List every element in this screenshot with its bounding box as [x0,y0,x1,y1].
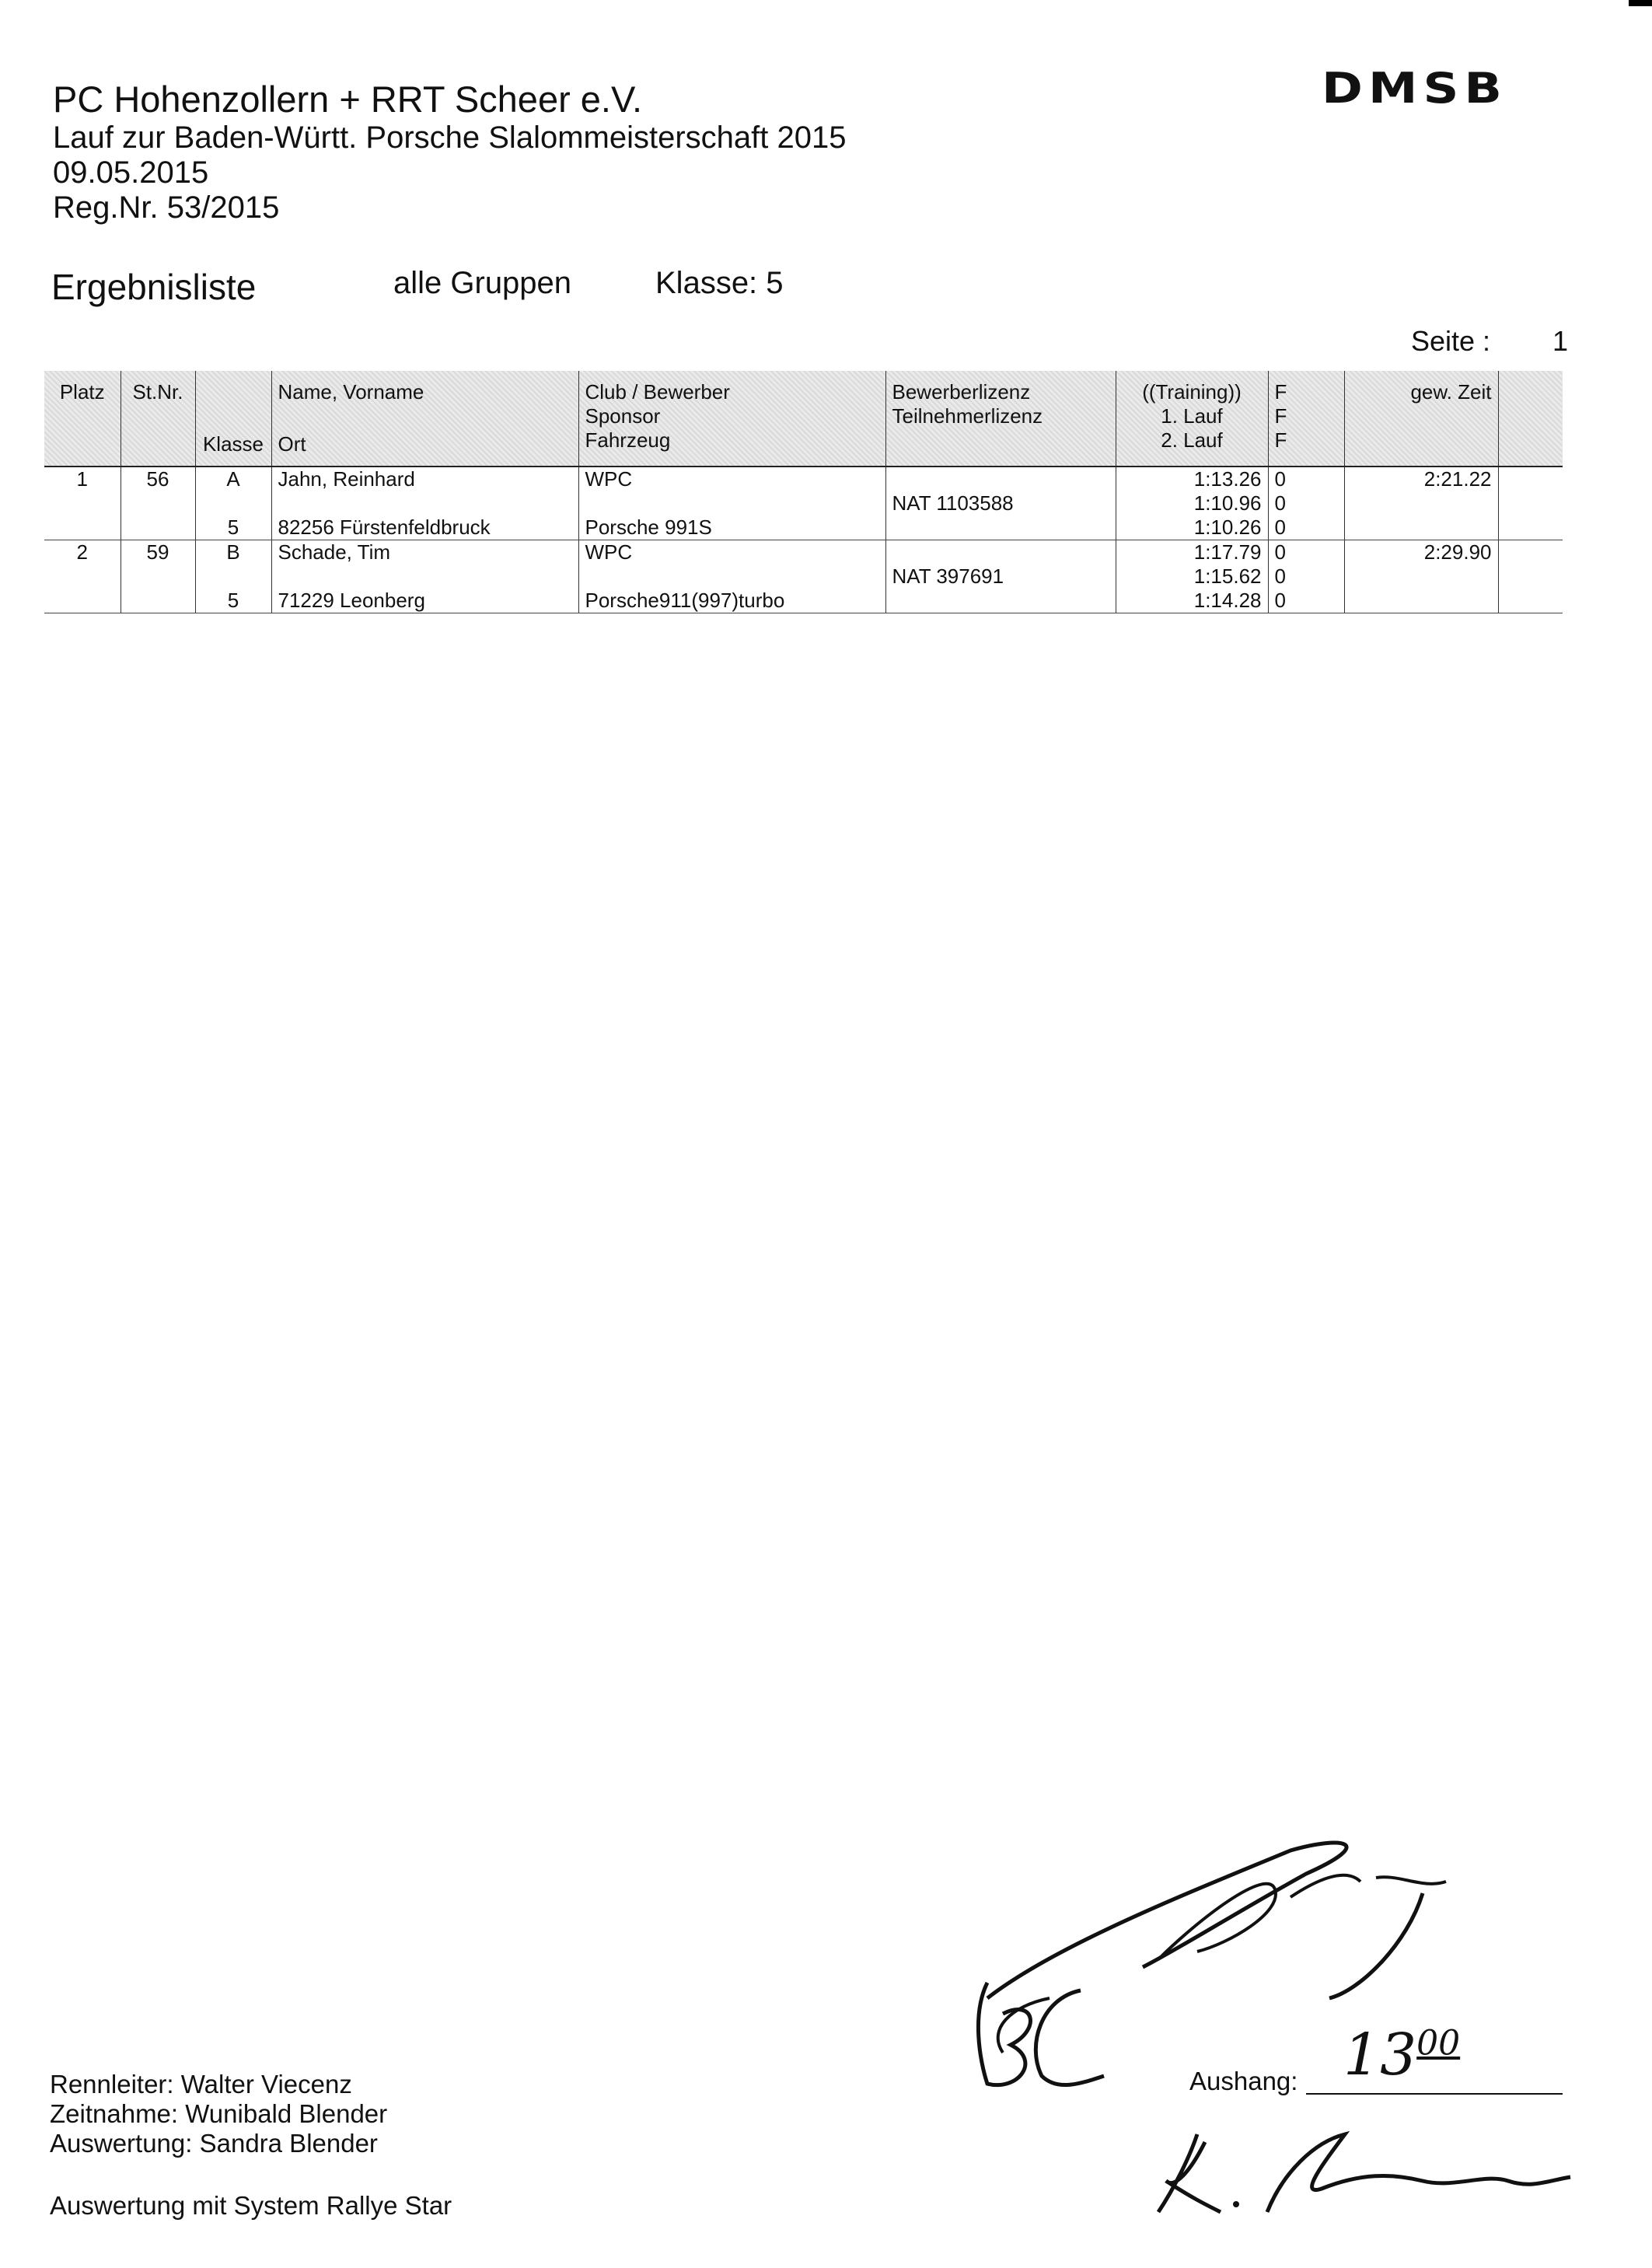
cell-ort: 82256 Fürstenfeldbruck [271,515,578,540]
cell-empty [44,491,120,515]
header-stnr: St.Nr. [120,371,195,467]
table-header-row [44,371,1563,467]
cell-name: Jahn, Reinhard [271,467,578,491]
table-row [44,467,1563,491]
table-row [44,589,1563,613]
groups-label: alle Gruppen [393,266,572,300]
header-club: Club / Bewerber Sponsor Fahrzeug [578,371,885,467]
table-row [44,515,1563,540]
header-gew-zeit: gew. Zeit [1344,371,1498,467]
organizer-name: PC Hohenzollern + RRT Scheer e.V. [53,79,643,120]
cell-klasse: 5 [195,589,271,613]
cell-f: 0 [1268,589,1344,613]
aushang-hour: 13 [1343,2022,1417,2088]
header-lizenz: Bewerberlizenz Teilnehmerlizenz [885,371,1116,467]
cell-empty [1498,491,1563,515]
cell-platz: 2 [76,540,88,564]
cell-platz: 1 [76,467,88,491]
cell-empty [1344,589,1498,613]
cell-f: 0 [1268,491,1344,515]
cell-time-training: 1:17.79 [1116,540,1268,565]
cell-empty [885,589,1116,613]
table-row [44,564,1563,589]
cell-time-lauf2: 1:10.26 [1116,515,1268,540]
cell-empty [120,491,195,515]
signature-viecenz [1143,2126,1578,2228]
cell-f: 0 [1268,515,1344,540]
cell-time-lauf1: 1:10.96 [1116,491,1268,515]
cell-lizenz-empty [885,540,1116,565]
cell-time-training: 1:13.26 [1116,467,1268,491]
cell-f: 0 [1268,467,1344,491]
cell-empty [120,515,195,540]
cell-empty [44,564,120,589]
cell-empty [271,491,578,515]
cell-lizenz: NAT 397691 [885,564,1116,589]
cell-time-lauf2: 1:14.28 [1116,589,1268,613]
page-number: 1 [1552,325,1569,357]
cell-empty [195,491,271,515]
footer-zeitnahme: Zeitnahme: Wunibald Blender [50,2099,388,2128]
cell-spare [1498,540,1563,565]
cell-empty [1344,491,1498,515]
cell-gruppe: A [195,467,271,491]
header-platz: Platz [44,371,120,467]
cell-ort: 71229 Leonberg [271,589,578,613]
header-klasse: Klasse [195,371,271,467]
cell-empty [578,564,885,589]
cell-spare [1498,467,1563,491]
event-date: 09.05.2015 [53,156,209,190]
document-title: Ergebnisliste [51,267,257,307]
footer-rennleiter: Rennleiter: Walter Viecenz [50,2070,352,2099]
cell-fahrzeug: Porsche 991S [578,515,885,540]
cell-empty [44,589,120,613]
cell-empty [1498,564,1563,589]
corner-mark [1629,0,1652,6]
results-table [44,371,1563,613]
cell-empty [1344,515,1498,540]
cell-fahrzeug: Porsche911(997)turbo [578,589,885,613]
cell-empty [120,589,195,613]
cell-empty [578,491,885,515]
cell-lizenz: NAT 1103588 [885,491,1116,515]
cell-club: WPC [578,540,885,565]
signature-initials [956,1967,1112,2107]
cell-empty [120,564,195,589]
cell-gruppe: B [195,540,271,565]
cell-time-lauf1: 1:15.62 [1116,564,1268,589]
table-row [44,491,1563,515]
cell-name: Schade, Tim [271,540,578,565]
registration-number: Reg.Nr. 53/2015 [53,190,280,225]
cell-klasse: 5 [195,515,271,540]
cell-empty [885,515,1116,540]
aushang-minutes: 00 [1416,2023,1461,2064]
cell-empty [1344,564,1498,589]
cell-f: 0 [1268,540,1344,565]
dmsb-logo: DMSB [1322,64,1508,113]
aushang-time [1343,2022,1460,2088]
klasse-label: Klasse: 5 [655,266,784,300]
cell-gew-zeit: 2:29.90 [1344,540,1498,565]
cell-empty [271,564,578,589]
header-name: Name, Vorname Ort [271,371,578,467]
header-laufe: ((Training)) 1. Lauf 2. Lauf [1116,371,1268,467]
cell-club: WPC [578,467,885,491]
aushang-label: Aushang: [1189,2067,1298,2095]
header-f: F F F [1268,371,1344,467]
cell-stnr: 56 [120,467,195,491]
event-title: Lauf zur Baden-Württ. Porsche Slalommeisterschaft 2015 [53,121,847,155]
aushang-line [1306,2093,1563,2095]
cell-empty [44,515,120,540]
cell-empty [1498,515,1563,540]
table-row [44,540,1563,565]
header-spare [1498,371,1563,467]
footer-auswertung: Auswertung: Sandra Blender [50,2129,378,2158]
page-label: Seite : [1411,325,1491,357]
cell-empty [195,564,271,589]
cell-gew-zeit: 2:21.22 [1344,467,1498,491]
cell-empty [1498,589,1563,613]
cell-stnr: 59 [120,540,195,565]
cell-lizenz-empty [885,467,1116,491]
footer-system: Auswertung mit System Rallye Star [50,2191,452,2220]
cell-f: 0 [1268,564,1344,589]
